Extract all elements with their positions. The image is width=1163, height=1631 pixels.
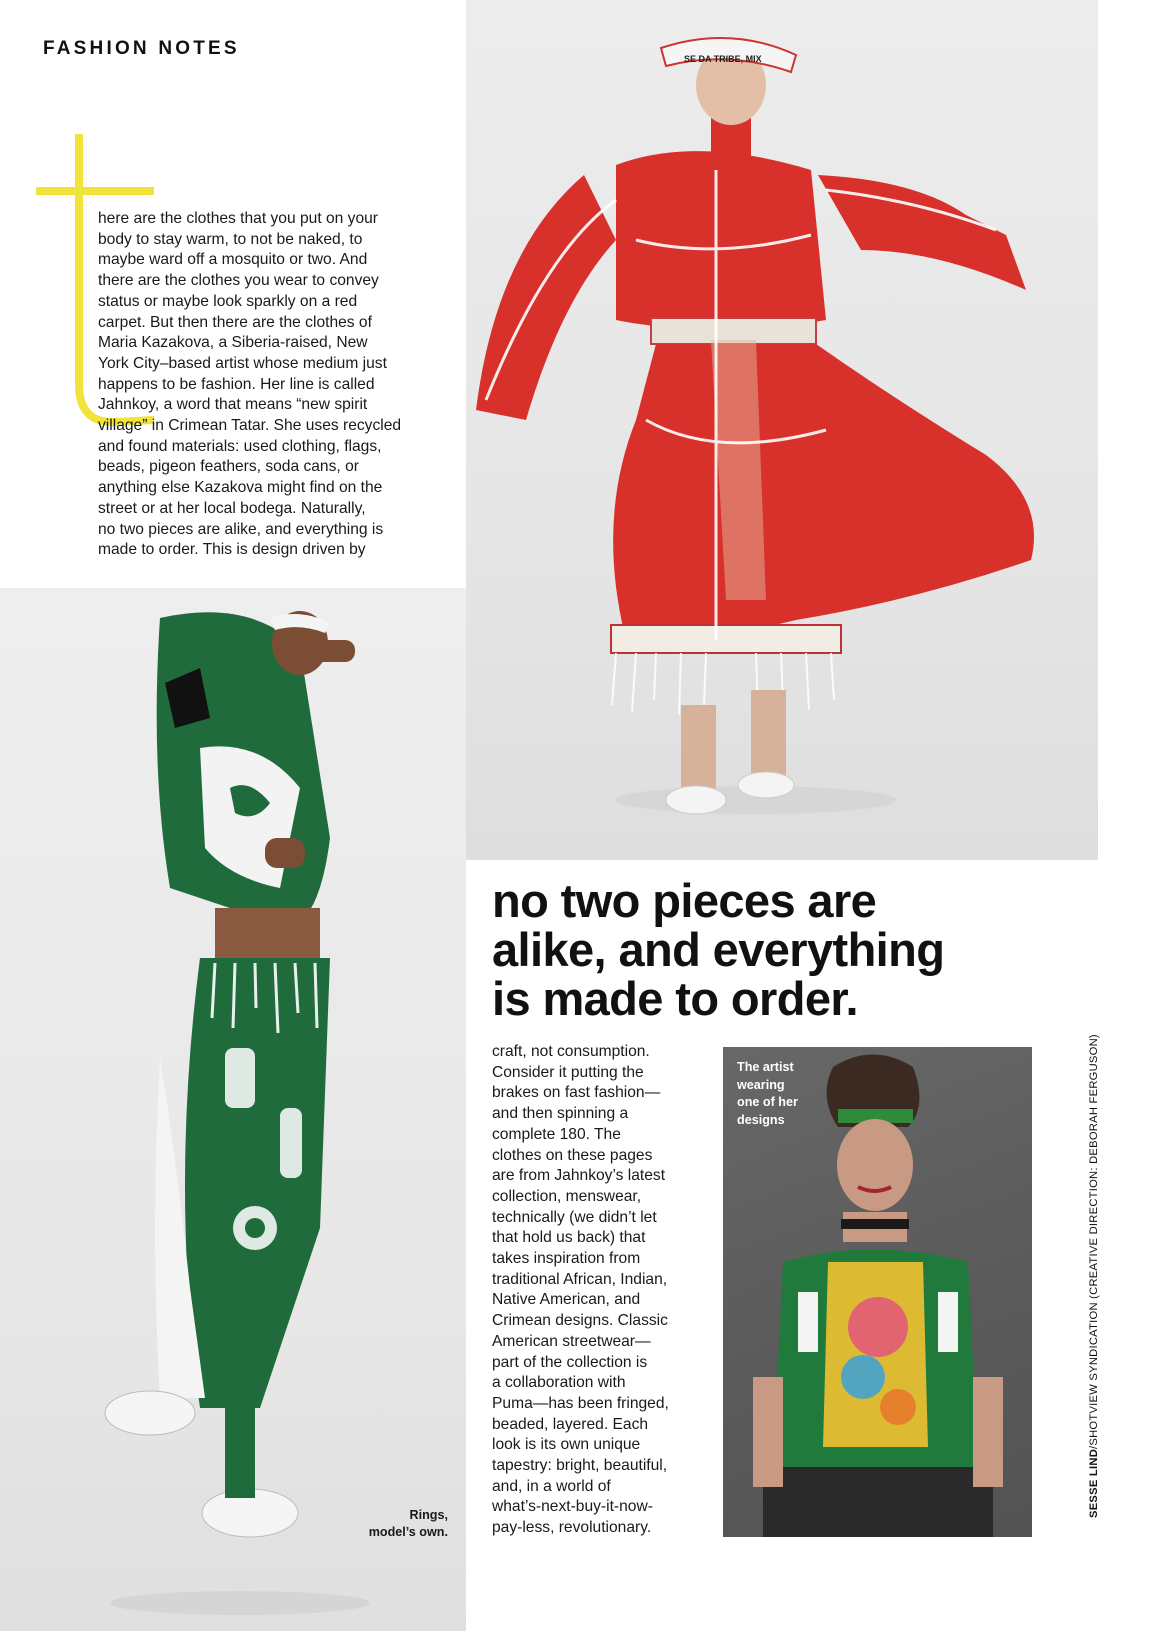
- section-label: FASHION NOTES: [43, 38, 240, 59]
- skirt: [763, 1467, 993, 1537]
- photo-credit-agency: /SHOTVIEW SYNDICATION (CREATIVE DIRECTION: DEBORAH FERGUSON): [1088, 1034, 1100, 1449]
- green-trousers: [185, 958, 330, 1408]
- jacket-body: [616, 151, 826, 330]
- pull-quote: no two pieces are alike, and everything is made to order.: [492, 874, 945, 1025]
- artist-face: [837, 1119, 913, 1211]
- photo-credit: [1087, 1034, 1101, 1518]
- visor-text: SE DA TRIBE, MIX: [684, 54, 762, 64]
- midriff: [215, 908, 320, 963]
- number-1-right: [938, 1292, 958, 1352]
- left-sleeve: [476, 175, 616, 420]
- choker: [841, 1219, 909, 1229]
- photo-credit-photographer: SESSE LIND: [1088, 1448, 1100, 1518]
- raised-hand: [300, 640, 355, 662]
- lower-hand: [265, 838, 305, 868]
- left-leg: [681, 705, 716, 790]
- right-sneaker: [738, 772, 794, 798]
- beaded-hem: [611, 625, 841, 653]
- article-column-2: craft, not consumption. Consider it putting the brakes on fast fashion— and then spinning a complete 180. The clothes on these pages are from Jahnkoy’s latest collection, menswear, technically (we didn’t let that hold us back) that takes inspiration from traditional African, Indian, Native American, and Crimean designs. Classic American streetwear— part of the collection is a collaboration with Puma—has been fringed, beaded, layered. Each look is its own unique tapestry: bright, beautiful, and, in a world of what’s-next-buy-it-now- pay-less, revolutionary.: [492, 1043, 669, 1537]
- green-outfit-illustration: [0, 588, 466, 1631]
- left-sneaker: [666, 786, 726, 814]
- photo-red-outfit: [466, 0, 1098, 860]
- caption-rings: Rings, model’s own.: [368, 1508, 448, 1539]
- red-outfit-illustration: [466, 0, 1098, 860]
- left-sneaker: [105, 1391, 195, 1435]
- skirt: [613, 344, 1034, 640]
- number-1-left: [798, 1292, 818, 1352]
- caption-artist: The artist wearing one of her designs: [737, 1060, 798, 1127]
- article-column-1: here are the clothes that you put on your body to stay warm, to not be naked, to maybe ward off a mosquito or two. And there are the clothes you wear to convey status or maybe look sparkly on a red carpet. But then there are the clothes of Maria Kazakova, a Siberia-raised, New York City–based artist whose medium just happens to be fashion. Her line is called Jahnkoy, a word that means “new spirit village” in Crimean Tatar. She uses recycled and found materials: used clothing, flags, beads, pigeon feathers, soda cans, or anything else Kazakova might find on the street or at her local bodega. Naturally, no two pieces are alike, and everything is made to order. This is design driven by: [98, 210, 402, 559]
- right-leg: [751, 690, 786, 780]
- photo-green-outfit: [0, 588, 466, 1631]
